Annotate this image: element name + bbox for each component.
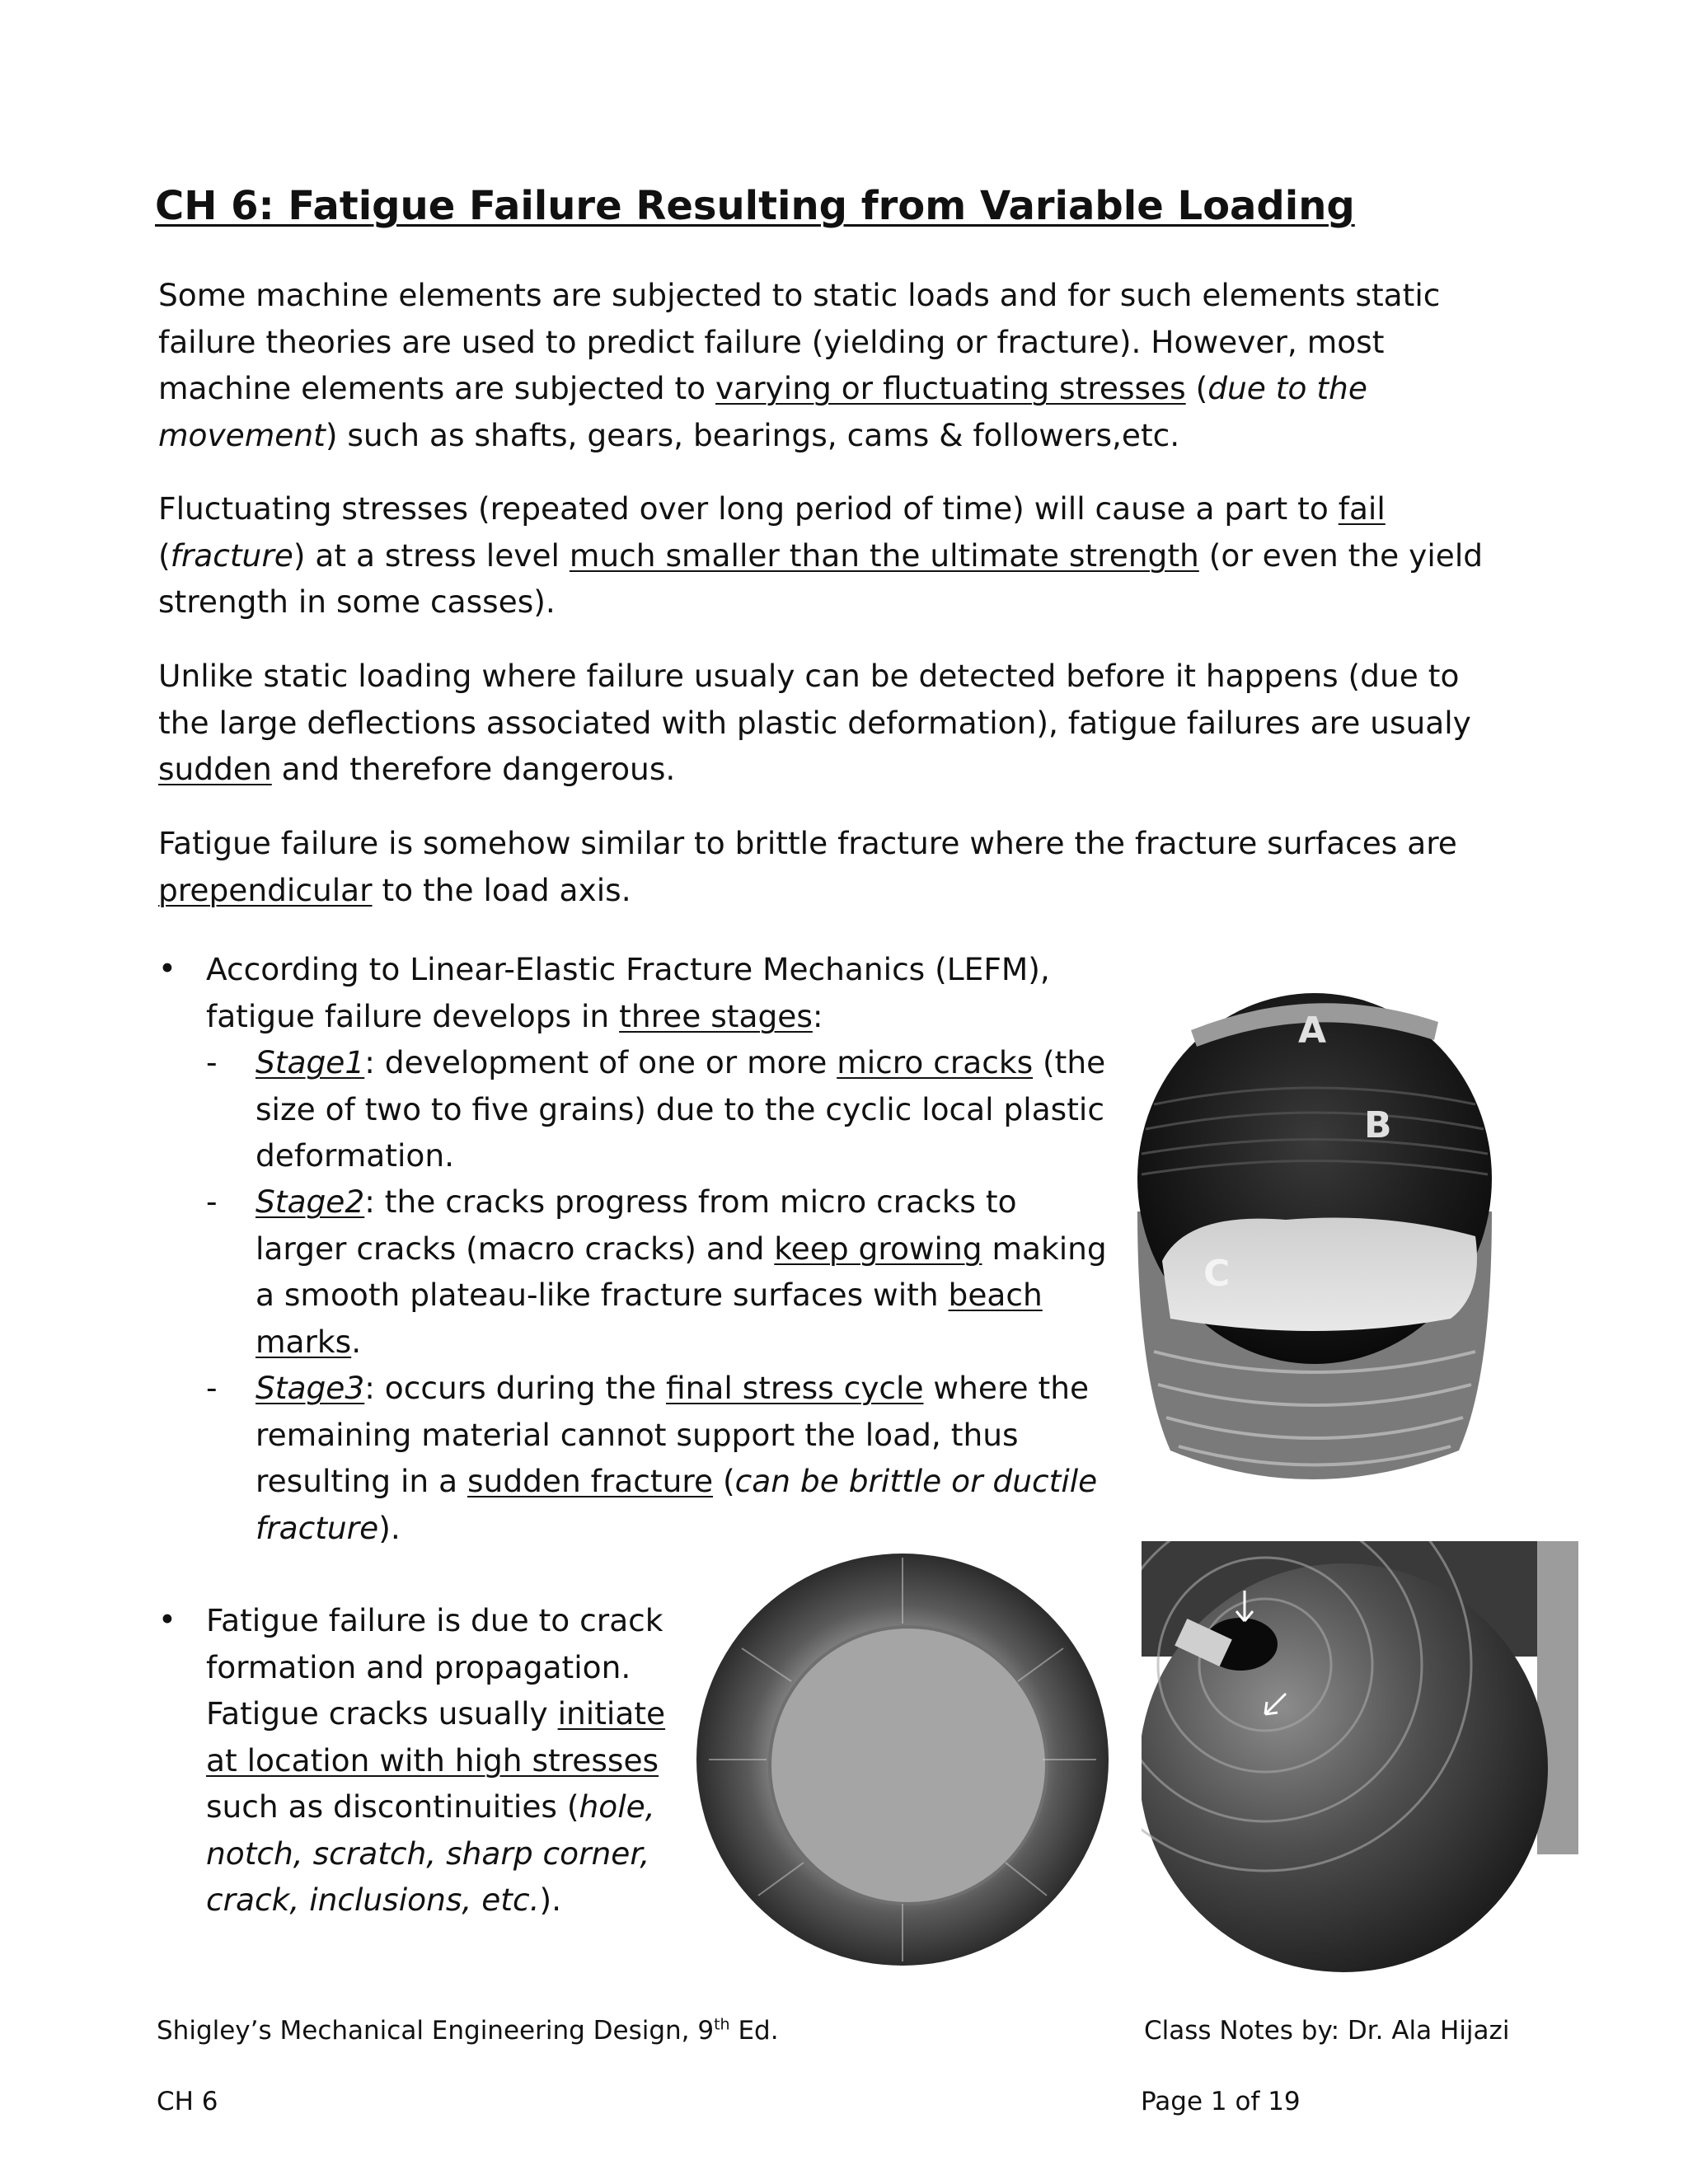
- page-title: CH 6: Fatigue Failure Resulting from Variable Loading: [155, 183, 1355, 229]
- photo-label-c: C: [1203, 1253, 1231, 1295]
- bullet-crack-formation: Fatigue failure is due to crack formation and propagation. Fatigue cracks usually initiate at location with high stresses such as discontinuities (hole, notch, scratch, sharp corner, crack, inclusions, etc.).: [206, 1602, 666, 1918]
- bullet-marker: •: [158, 1602, 176, 1638]
- photo-label-b: B: [1364, 1104, 1392, 1146]
- paragraph-static-vs-fluctuating: Some machine elements are subjected to static loads and for such elements static failure theories are used to predict failure (yielding or fracture). However, most machine elements are subjected to varying or fluctuating stresses (due to the movement) such as shafts, gears, bearings, cams & followers,etc.: [158, 277, 1441, 453]
- bullet-lefm-intro: According to Linear-Elastic Fracture Mechanics (LEFM), fatigue failure develops in three stages:: [206, 951, 1050, 1034]
- paragraph-brittle-similarity: Fatigue failure is somehow similar to brittle fracture where the fracture surfaces are prependicular to the load axis.: [158, 825, 1457, 908]
- fatigue-fracture-stages-photo: [1121, 964, 1508, 1500]
- footer-page-number: Page 1 of 19: [1141, 2087, 1301, 2116]
- footer-chapter: CH 6: [157, 2087, 218, 2116]
- footer-book-reference: Shigley’s Mechanical Engineering Design, 9th Ed.: [157, 2015, 779, 2046]
- stage3-item: Stage3: occurs during the final stress cycle where the remaining material cannot support the load, thus resulting in a sudden fracture (can be brittle or ductile fracture).: [256, 1370, 1098, 1546]
- paragraph-fluctuating-stresses: Fluctuating stresses (repeated over long period of time) will cause a part to fail (fracture) at a stress level much smaller than the ultimate strength (or even the yield strength in some casses).: [158, 490, 1484, 620]
- photo-label-a: A: [1298, 1010, 1327, 1052]
- stage2-item: Stage2: the cracks progress from micro cracks to larger cracks (macro cracks) and keep growing making a smooth plateau-like fracture surfaces with beach marks.: [256, 1183, 1107, 1360]
- stage1-item: Stage1: development of one or more micro cracks (the size of two to five grains) due to the cyclic local plastic deformation.: [256, 1044, 1106, 1174]
- bullet-marker: •: [158, 951, 176, 987]
- footer-class-notes: Class Notes by: Dr. Ala Hijazi: [1144, 2016, 1510, 2046]
- fracture-surface-photo-left: [692, 1549, 1113, 1970]
- paragraph-sudden-failure: Unlike static loading where failure usualy can be detected before it happens (due to the large deflections associated with plastic deformation), fatigue failures are usualy sudden and therefore dangerous.: [158, 658, 1471, 787]
- fracture-surface-photo-right: [1142, 1541, 1578, 1978]
- stage-dash: -: [206, 1183, 218, 1220]
- stage-dash: -: [206, 1044, 218, 1080]
- stage-dash: -: [206, 1370, 218, 1406]
